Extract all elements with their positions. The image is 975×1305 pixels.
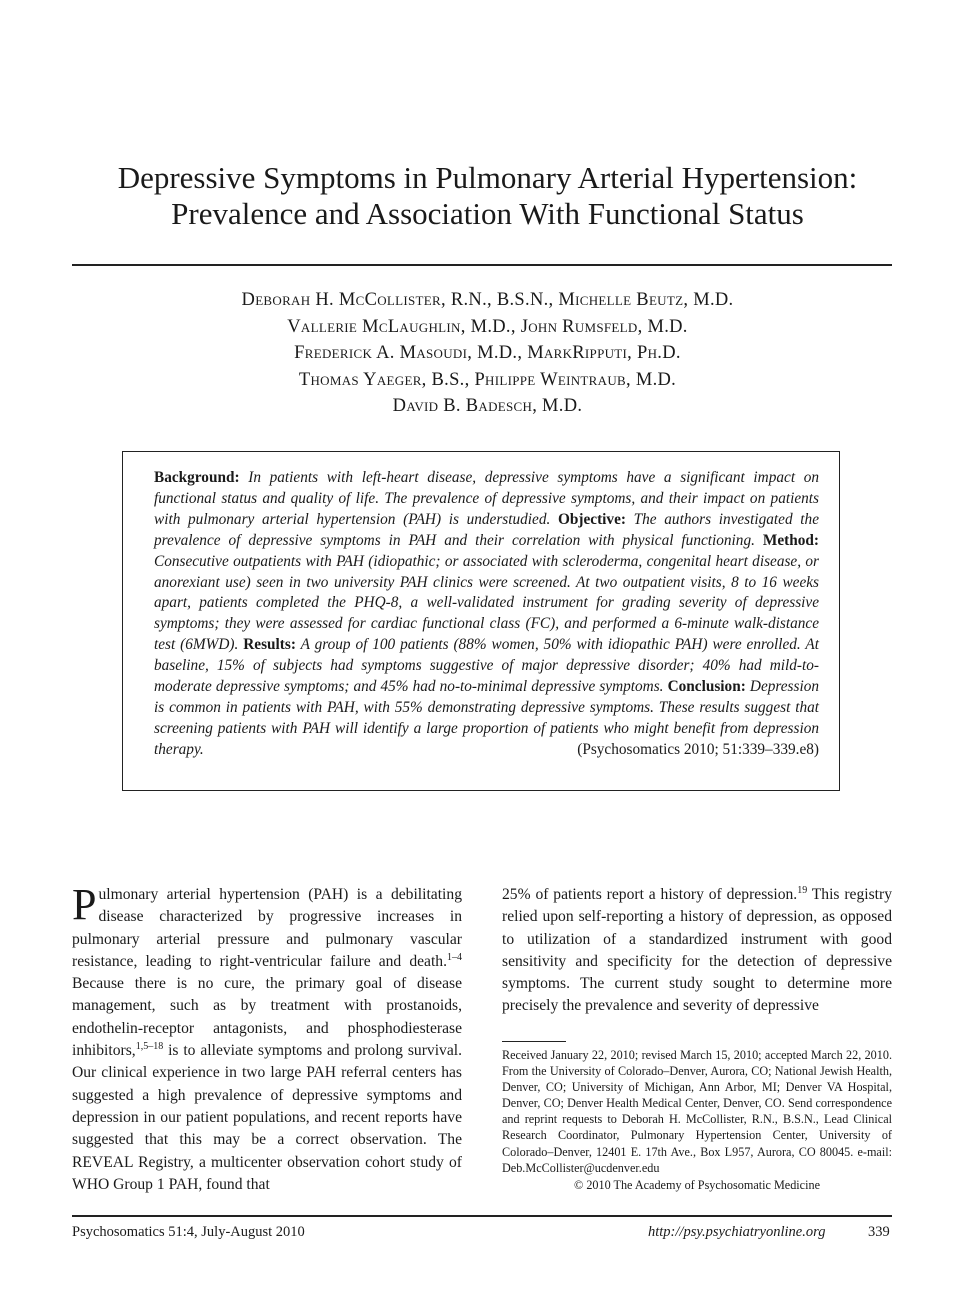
author-line: Frederick A. Masoudi, M.D., MarkRipputi, Ph.D.: [294, 343, 681, 363]
journal-url-link[interactable]: http://psy.psychiatryonline.org: [648, 1224, 826, 1240]
footnote-text: Received January 22, 2010; revised March 15, 2010; accepted March 22, 2010. From the University of Colorado–Denver, Aurora, CO; National Jewish Health, Denver, CO; University of Michigan, Ann Arbor, MI; Denver VA Hospital, Denver, CO; Denver Health Medical Center, Denver, CO. Send correspondence and reprint requests to Deborah H. McCollister, R.N., B.S.N., Lead Clinical Research Coordinator, Pulmonary Hypertension Center, University of Colorado–Denver, 12401 E. 17th Ave., Box L957, Aurora, CO 80045. e-mail: Deb.McCollister@ucdenver.edu: [502, 1048, 892, 1175]
author-line: Deborah H. McCollister, R.N., B.S.N., Michelle Beutz, M.D.: [241, 290, 734, 310]
objective-label: Objective:: [558, 510, 626, 528]
objective-text: The authors investigated the prevalence of depressive symptoms in PAH and their correlation with physical functioning.: [154, 510, 819, 549]
background-text: In patients with left-heart disease, depressive symptoms have a significant impact on functional status and quality of life. The prevalence of depressive symptoms, and their impact on patients with pulmonary arterial hypertension (PAH) is understudied.: [154, 469, 820, 528]
background-label: Background:: [154, 469, 240, 486]
author-line: Vallerie McLaughlin, M.D., John Rumsfeld, M.D.: [287, 316, 688, 337]
conclusion-label: Conclusion:: [667, 678, 746, 696]
results-label: Results:: [243, 636, 296, 654]
drop-cap: P: [72, 880, 97, 929]
title-line-2: Prevalence and Association With Functional Status: [171, 196, 804, 231]
body-text: ulmonary arterial hypertension (PAH) is a debilitating disease characterized by progressive increases in pulmonary arterial pressure and pulmonary vascular resistance, leading to right-ventricular failure and death.: [72, 886, 462, 970]
body-text: 25% of patients report a history of depression.: [502, 886, 798, 903]
title-divider: [72, 264, 892, 266]
method-label: Method:: [762, 531, 819, 549]
body-column-left: [72, 880, 462, 1196]
author-line: David B. Badesch, M.D.: [392, 396, 583, 416]
copyright-notice: © 2010 The Academy of Psychosomatic Medicine: [574, 1177, 820, 1192]
method-text: Consecutive outpatients with PAH (idiopathic; or associated with scleroderma, congenital heart disease, or anorexiant use) seen in two university PAH clinics were screened. At two outpatient visits, 8 to 16 weeks apart, patients completed the PHQ-8, a well-validated instrument for grading severity of depressive symptoms; they were assessed for cardiac functional class (FC), and performed a 6-minute walk-distance test (6MWD).: [154, 552, 819, 654]
abstract-citation: (Psychosomatics 2010; 51:339–339.e8): [577, 740, 819, 758]
footer-divider: [72, 1215, 892, 1217]
journal-citation: Psychosomatics 51:4, July-August 2010: [72, 1224, 305, 1240]
footnote-divider: [502, 1041, 566, 1042]
body-column-right: [502, 884, 892, 1018]
reference-superscript: 1–4: [447, 951, 462, 963]
title-line-1: Depressive Symptoms in Pulmonary Arterial Hypertension:: [117, 160, 858, 195]
body-text: Because there is no cure, the primary goal of disease management, such as by treatment with prostanoids, endothelin-receptor antagonists, and phosphodiesterase inhibitors,: [72, 975, 462, 1060]
page-number: 339: [868, 1224, 890, 1240]
article-title: [60, 160, 915, 232]
abstract-box: [122, 451, 840, 791]
conclusion-text: Depression is common in patients with PAH, with 55% demonstrating depressive symptoms. These results suggest that screening patients with PAH will identify a large proportion of patients who might benefit from depression therapy.: [154, 678, 820, 758]
article-footnote: [502, 1047, 892, 1193]
results-text: A group of 100 patients (88% women, 50% with idiopathic PAH) were enrolled. At baseline, 15% of subjects had symptoms suggestive of major depressive disorder; 40% had mild-to-moderate depressive symptoms; and 45% had no-to-minimal depressive symptoms.: [154, 636, 819, 696]
author-list: [60, 287, 915, 420]
body-text: is to alleviate symptoms and prolong survival. Our clinical experience in two large PAH referral centers has suggested a high prevalence of depressive symptoms and depression in our patient populations, and recent reports have suggested that this may be a correct observation. The REVEAL Registry, a multicenter observation cohort study of WHO Group 1 PAH, found that: [72, 1042, 462, 1193]
reference-superscript: 1,5–18: [135, 1040, 164, 1052]
body-text: This registry relied upon self-reporting a history of depression, as opposed to utilization of a standardized instrument with good sensitivity and specificity for the detection of depressive symptoms. The current study sought to determine more precisely the prevalence and severity of depressive: [502, 886, 892, 1015]
reference-superscript: 19: [797, 884, 808, 896]
author-line: Thomas Yaeger, B.S., Philippe Weintraub, M.D.: [298, 369, 677, 390]
